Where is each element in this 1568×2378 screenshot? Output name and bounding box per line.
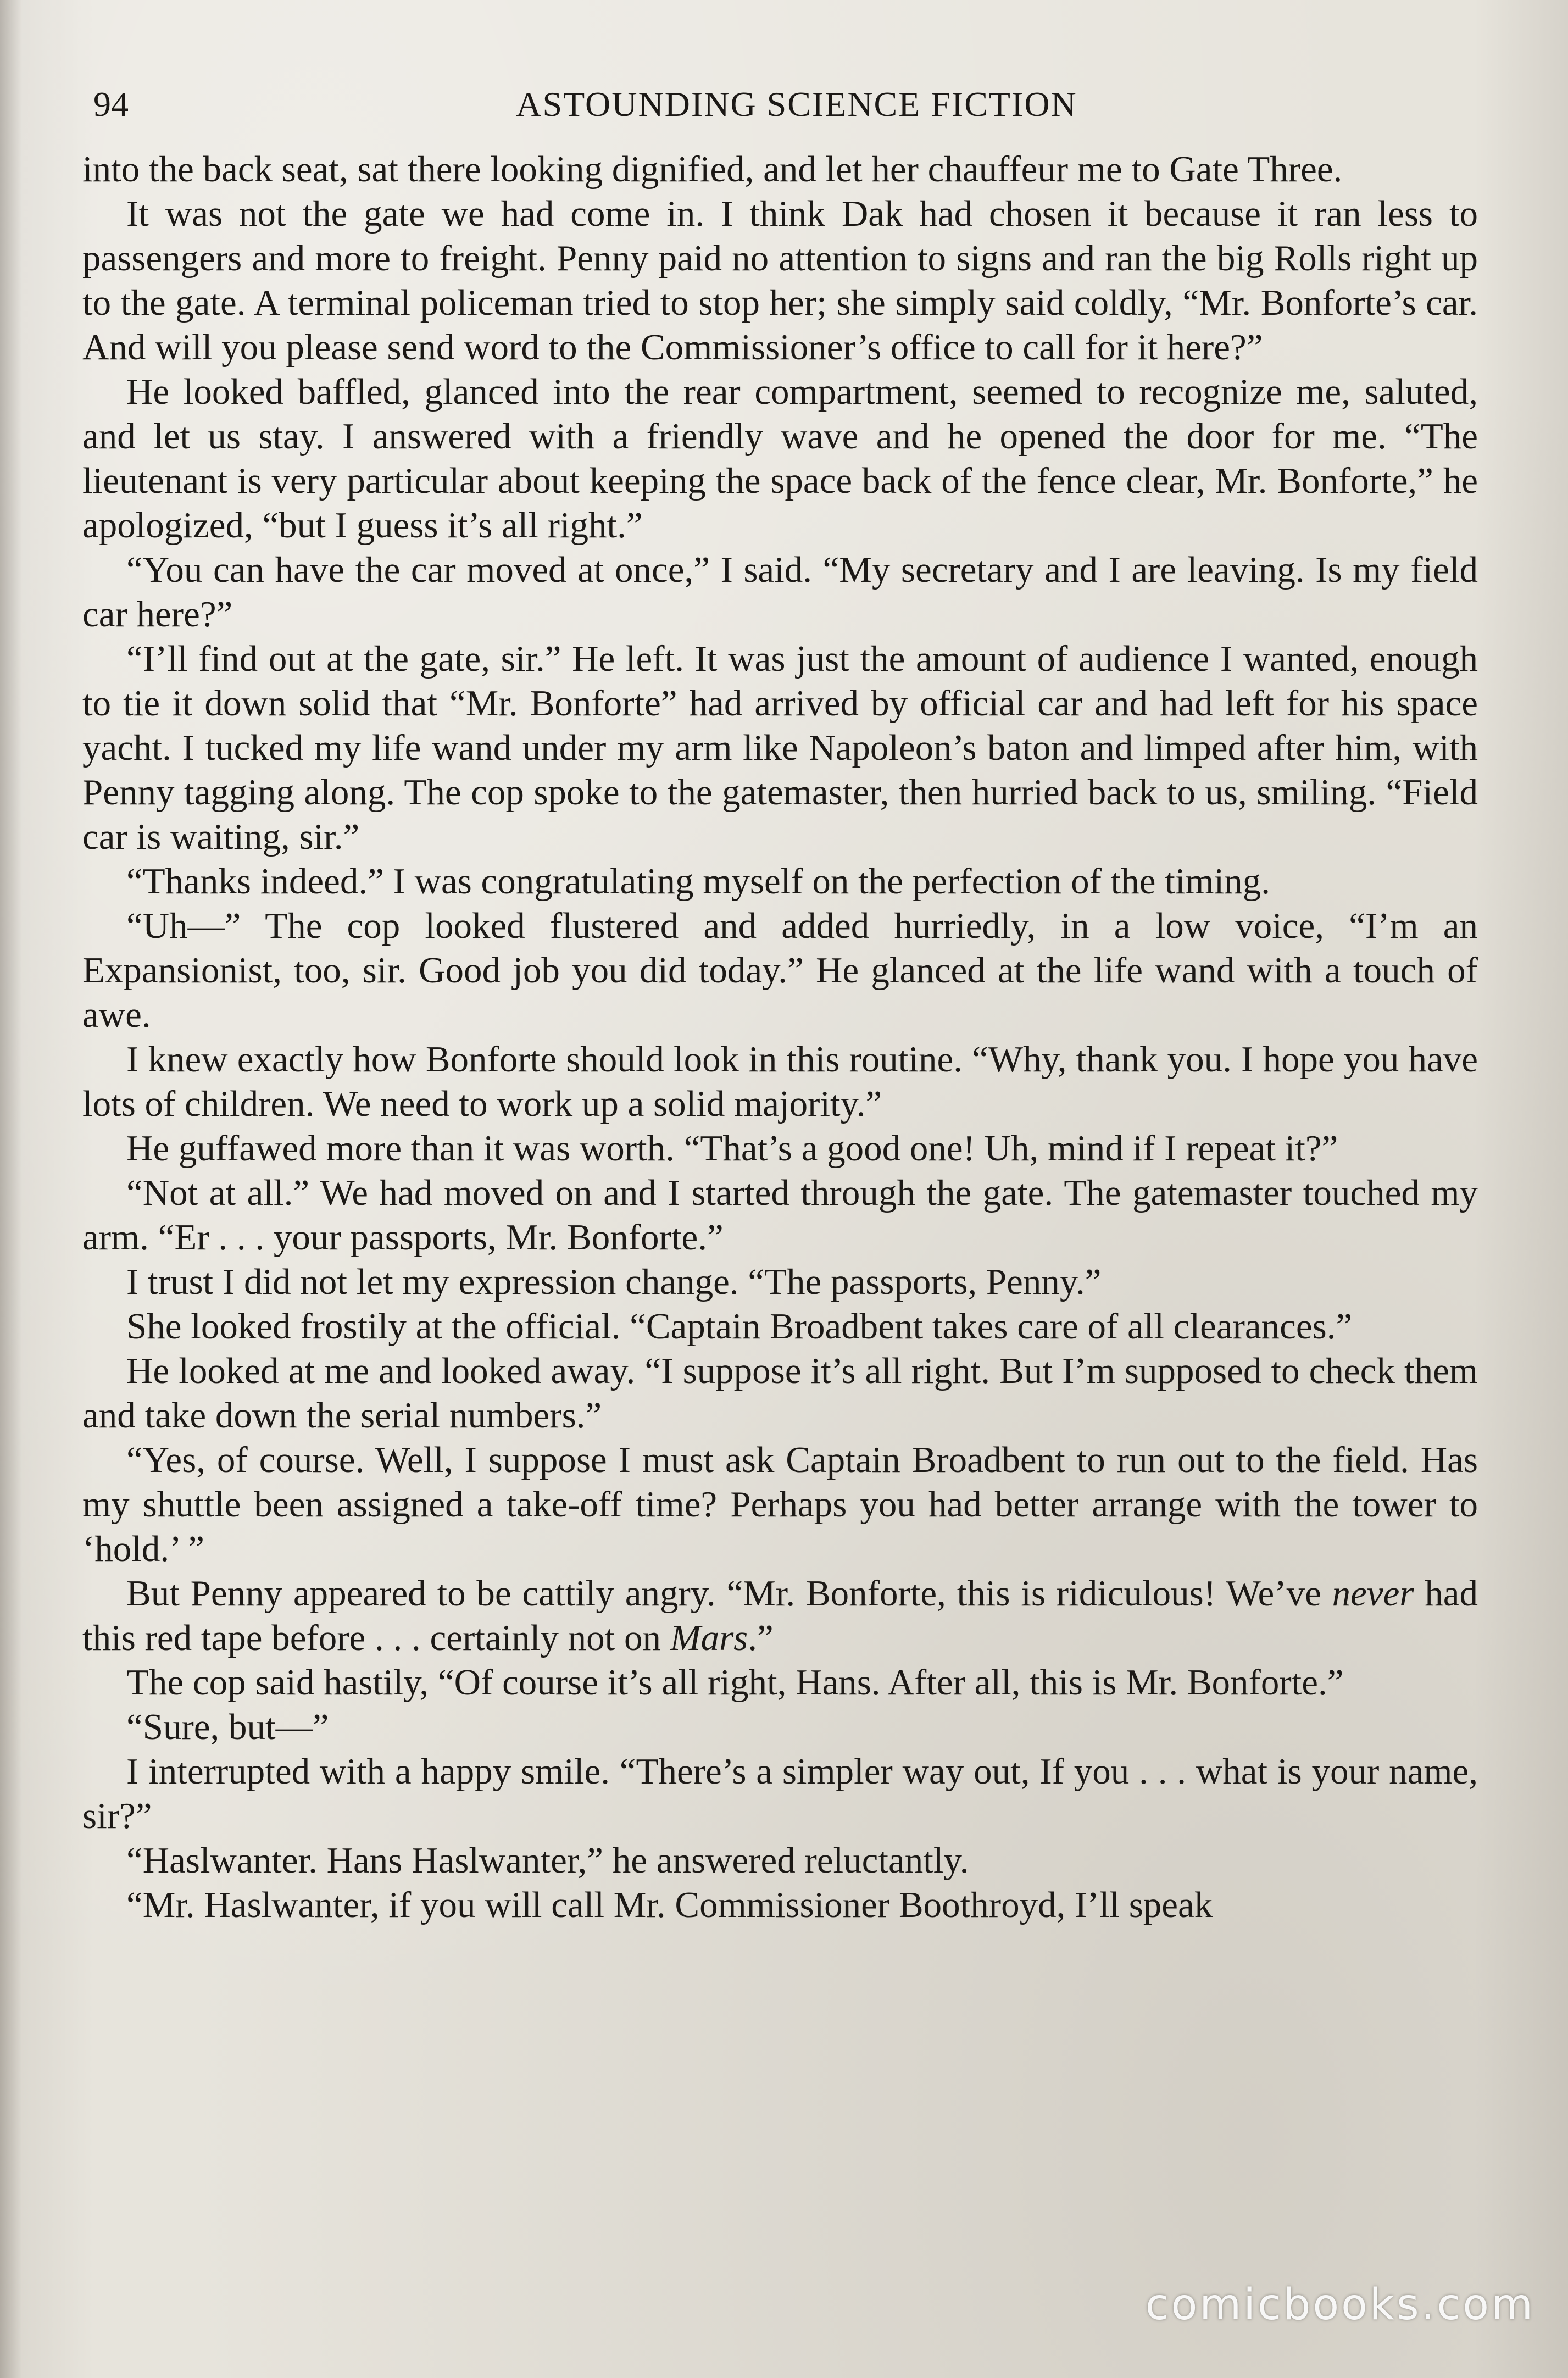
paragraph: “Thanks indeed.” I was congratulating myself on the perfection of the timing. <box>126 861 1270 902</box>
paragraph: “Yes, of course. Well, I suppose I must ask Captain Broadbent to run out to the field. Has my shuttle been assigned a take-off time? Perhaps you had better arrange with the tower to ‘hold.’ ” <box>82 1440 1478 1569</box>
paragraph: “Mr. Haslwanter, if you will call Mr. Commissioner Boothroyd, I’ll speak <box>126 1885 1213 1925</box>
text-span: .” <box>748 1618 774 1658</box>
paragraph: I trust I did not let my expression change. “The passports, Penny.” <box>126 1262 1102 1302</box>
paragraph: “Uh—” The cop looked flustered and added hurriedly, in a low voice, “I’m an Expansionist, too, sir. Good job you did today.” He glanced at the life wand with a touch of awe. <box>82 905 1478 1035</box>
paragraph: into the back seat, sat there looking dignified, and let her chauffeur me to Gate Three. <box>82 149 1343 190</box>
page-edge-shadow <box>0 0 22 2378</box>
story-text <box>82 147 1478 1927</box>
paragraph: He looked baffled, glanced into the rear compartment, seemed to recognize me, saluted, and let us stay. I answered with a friendly wave and he opened the door for me. “The lieutenant is very particular about keeping the space back of the fence clear, Mr. Bonforte,” he apologized, “but I guess it’s all right.” <box>82 371 1478 546</box>
paragraph: “You can have the car moved at once,” I said. “My secretary and I are leaving. Is my field car here?” <box>82 549 1478 635</box>
paragraph: “Haslwanter. Hans Haslwanter,” he answered reluctantly. <box>126 1840 969 1881</box>
paragraph: He guffawed more than it was worth. “That’s a good one! Uh, mind if I repeat it?” <box>126 1128 1338 1169</box>
paragraph: She looked frostily at the official. “Captain Broadbent takes care of all clearances.” <box>126 1306 1353 1347</box>
paragraph: I interrupted with a happy smile. “There’s a simpler way out, If you . . . what is your name, sir?” <box>82 1751 1478 1836</box>
paragraph: The cop said hastily, “Of course it’s all right, Hans. After all, this is Mr. Bonforte.” <box>126 1662 1344 1703</box>
watermark: comicbooks.com <box>1145 2280 1535 2330</box>
text-span: had this red tape before . . . certainly not on <box>82 1573 1478 1658</box>
paragraph: It was not the gate we had come in. I think Dak had chosen it because it ran less to passengers and more to freight. Penny paid no attention to signs and ran the big Rolls right up to the gate. A terminal policeman tried to stop her; she simply said coldly, “Mr. Bonforte’s car. And will you please send word to the Commissioner’s office to call for it here?” <box>82 193 1478 368</box>
italic-text: never <box>1332 1573 1414 1614</box>
paragraph: He looked at me and looked away. “I suppose it’s all right. But I’m supposed to check them and take down the serial numbers.” <box>82 1351 1478 1436</box>
page-number: 94 <box>93 85 129 124</box>
paragraph <box>82 1571 1478 1660</box>
paragraph: “Sure, but—” <box>126 1707 329 1747</box>
text-span: But Penny appeared to be cattily angry. “Mr. Bonforte, this is ridiculous! We’ve <box>126 1573 1332 1614</box>
paragraph: “Not at all.” We had moved on and I started through the gate. The gatemaster touched my arm. “Er . . . your passports, Mr. Bonforte.” <box>82 1173 1478 1258</box>
italic-text: Mars <box>670 1618 748 1658</box>
paragraph: I knew exactly how Bonforte should look in this routine. “Why, thank you. I hope you have lots of children. We need to work up a solid majority.” <box>82 1039 1478 1124</box>
paragraph: “I’ll find out at the gate, sir.” He left. It was just the amount of audience I wanted, enough to tie it down solid that “Mr. Bonforte” had arrived by official car and had left for his space yacht. I tucked my life wand under my arm like Napoleon’s baton and limped after him, with Penny tagging along. The cop spoke to the gatemaster, then hurried back to us, smiling. “Field car is waiting, sir.” <box>82 638 1478 857</box>
page-header <box>93 77 1500 132</box>
running-title: ASTOUNDING SCIENCE FICTION <box>516 85 1077 124</box>
